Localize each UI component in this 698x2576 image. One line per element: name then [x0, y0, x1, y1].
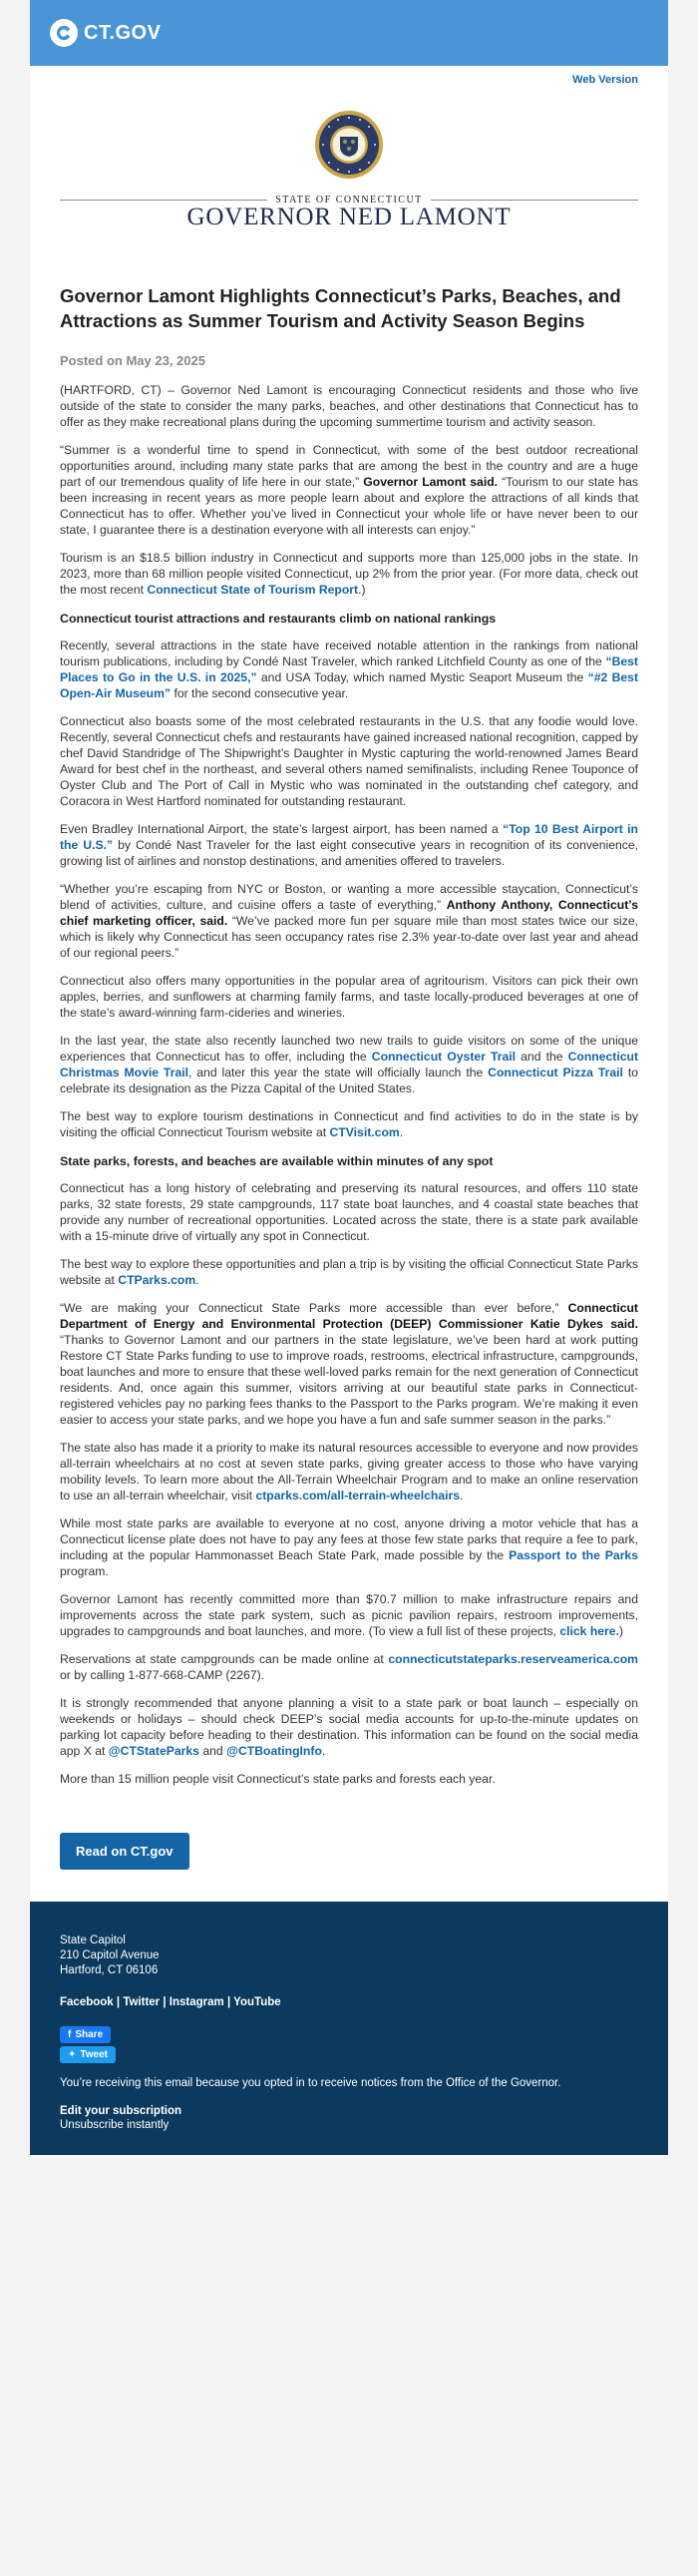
section-heading-tourist: Connecticut tourist attractions and restaurants climb on national rankings: [60, 612, 497, 626]
subscription-notice: You’re receiving this email because you opted in to receive notices from the Office of the Governor.: [60, 2077, 561, 2089]
edit-subscription-link[interactable]: Edit your subscription: [60, 2105, 182, 2117]
paragraph: “We are making your Connecticut State Parks more accessible than ever before,” Connecticut Department of Energy and Environmental Protection (DEEP) Commissioner Katie Dykes said. “Thanks to Governor Lamont and our partners in the state legislature, we’ve been hard at work putting Restore CT State Parks funding to use to improve roads, restrooms, electrical infrastructure, campgrounds, boat launches and more to ensure that these well-loved parks remain for the next generation of Connecticut residents. And, once again this summer, visitors arriving at our beautiful state parks in Connecticut-registered vehicles pay no parking fees thanks to the Passport to the Parks program. We’re making it even easier to access your state parks, and we hope you have a fun and safe summer season in the parks.”: [60, 1301, 638, 1427]
ctparks-link[interactable]: CTParks.com: [118, 1273, 196, 1287]
paragraph: The best way to explore these opportunities and plan a trip is by visiting the official Connecticut State Parks website at CTParks.com.: [60, 1257, 638, 1287]
tourism-report-link[interactable]: Connecticut State of Tourism Report: [147, 583, 359, 597]
facebook-link[interactable]: Facebook: [60, 1996, 114, 2008]
top-airport-link[interactable]: “Top 10 Best Airport in the U.S.”: [60, 822, 638, 852]
footer: [30, 1902, 668, 2155]
best-places-link[interactable]: “Best Places to Go in the U.S. in 2025,”: [60, 654, 638, 684]
seal-subtitle: STATE OF CONNECTICUT: [275, 195, 423, 206]
tweet-button[interactable]: ✦ Tweet: [60, 2046, 116, 2063]
paragraph: Connecticut also offers many opportunities in the popular area of agritourism. Visitors can pick their own apples, berries, and sunflowers at charming family farms, and taste locally-produced beverages at one of the state’s award-winning farm-cideries and wineries.: [60, 974, 638, 1020]
paragraph: Connecticut has a long history of celebrating and preserving its natural resources, and offers 110 state parks, 32 state forests, 29 state campgrounds, 117 state boat launches, and 4 coastal state beaches that provide any number of recreational opportunities. Located across the state, there is a state park available with a 15-minute drive of virtually any spot in Connecticut.: [60, 1181, 638, 1243]
oyster-trail-link[interactable]: Connecticut Oyster Trail: [371, 1050, 517, 1064]
footer-address: State Capitol 210 Capitol Avenue Hartford, CT 06106: [60, 1934, 160, 1976]
section-heading-parks: State parks, forests, and beaches are available within minutes of any spot: [60, 1154, 494, 1168]
brand-text: CT.GOV: [84, 21, 162, 44]
read-on-ctgov-button[interactable]: Read on CT.gov: [60, 1833, 189, 1870]
governor-seal-block: [60, 86, 638, 231]
ct-logo-icon: [50, 19, 78, 47]
christmas-movie-trail-link[interactable]: Connecticut Christmas Movie Trail: [60, 1050, 639, 1079]
paragraph: “Summer is a wonderful time to spend in Connecticut, with some of the best outdoor recreational opportunities around, including many state parks that are among the best in the country and are a huge part of our tremendous quality of life here in our state,” Governor Lamont said. “Tourism to our state has been increasing in recent years as more people learn about and explore the attractions of all kinds that Connecticut has to offer. Whether you’ve lived in Connecticut your whole life or have never been to our state, I guarantee there is a destination everyone with all interests can enjoy.”: [60, 443, 638, 537]
projects-click-here-link[interactable]: click here.: [559, 1624, 619, 1638]
paragraph: Governor Lamont has recently committed more than $70.7 million to make infrastructure repairs and improvements across the state park system, such as picnic pavilion repairs, restroom improvements, upgrades to campgrounds and boat launches, and more. (To view a full list of these projects, click here.): [60, 1592, 638, 1638]
header-bar: [30, 0, 668, 66]
main-content: [30, 66, 668, 1902]
instagram-link[interactable]: Instagram: [169, 1996, 224, 2008]
paragraph: In the last year, the state also recently launched two new trails to guide visitors on some of the unique experiences that Connecticut has to offer, including the Connecticut Oyster Trail and the Connecticut Christmas Movie Trail, and later this year the state will officially launch the Connecticut Pizza Trail to celebrate its designation as the Pizza Capital of the United States.: [60, 1034, 639, 1095]
paragraph: Recently, several attractions in the state have received notable attention in the rankings from national tourism publications, including by Condé Nast Traveler, which ranked Litchfield County as one of the “Best Places to Go in the U.S. in 2025,” and USA Today, which named Mystic Seaport Museum the “#2 Best Open-Air Museum” for the second consecutive year.: [60, 639, 639, 700]
paragraph: The state also has made it a priority to make its natural resources accessible to everyone and now provides all-terrain wheelchairs at no cost at seven state parks, giving greater access to those who have varying mobility levels. To learn more about the All-Terrain Wheelchair Program and to make an online reservation to use an all-terrain wheelchair, visit ctparks.com/all-terrain-wheelchairs.: [60, 1441, 638, 1503]
paragraph: While most state parks are available to everyone at no cost, anyone driving a motor vehicle that has a Connecticut license plate does not have to pay any fees at those few state parks that require a fee to park, including at the popular Hammonasset Beach State Park, made possible by the Passport to the Parks program.: [60, 1516, 638, 1578]
paragraph: Reservations at state campgrounds can be made online at connecticutstateparks.reserveamerica.com or by calling 1-877-668-CAMP (2267).: [60, 1652, 639, 1682]
governor-name: GOVERNOR NED LAMONT: [186, 204, 512, 230]
state-seal-icon: [314, 110, 384, 180]
twitter-link[interactable]: Twitter: [123, 1996, 161, 2008]
facebook-icon: f: [68, 2029, 72, 2040]
twitter-bird-icon: ✦: [68, 2049, 77, 2060]
paragraph: More than 15 million people visit Connecticut’s state parks and forests each year.: [60, 1772, 496, 1786]
web-version-link[interactable]: Web Version: [572, 74, 638, 86]
reserveamerica-link[interactable]: connecticutstateparks.reserveamerica.com: [388, 1652, 639, 1666]
all-terrain-wheelchairs-link[interactable]: ctparks.com/all-terrain-wheelchairs: [255, 1489, 461, 1503]
ctstateparks-link[interactable]: @CTStateParks: [108, 1744, 199, 1758]
article-body: [60, 382, 638, 1787]
paragraph: “Whether you’re escaping from NYC or Boston, or wanting a more accessible staycation, Connecticut’s blend of activities, culture, and cuisine offers a taste of everything,” Anthony Anthony, Connecticut’s chief marketing officer, said. “We’ve packed more fun per square mile than most states twice our size, which is likely why Connecticut has seen occupancy rates rise 2.3% year-to-date over last year and ahead of our regional peers.”: [60, 882, 639, 960]
paragraph: Connecticut also boasts some of the most celebrated restaurants in the U.S. that any foodie would love. Recently, several Connecticut chefs and restaurants have gained increased national recognition, capped by chef David Standridge of The Shipwright’s Daughter in Mystic capturing the world-renowned James Beard Award for best chef in the northeast, and several others named semifinalists, including Renee Touponce of Oyster Club and The Port of Call in Mystic who was nominated in the outstanding chef category, and Coracora in West Hartford nominated for outstanding restaurant.: [60, 714, 638, 808]
page-title: Governor Lamont Highlights Connecticut’s Parks, Beaches, and Attractions as Summer Tourism and Activity Season Begins: [60, 285, 621, 331]
social-links: Facebook | Twitter | Instagram | YouTube: [60, 1996, 281, 2008]
ctvisit-link[interactable]: CTVisit.com: [329, 1125, 400, 1139]
ct-gov-logo[interactable]: [50, 19, 161, 47]
passport-to-parks-link[interactable]: Passport to the Parks: [509, 1548, 638, 1562]
pizza-trail-link[interactable]: Connecticut Pizza Trail: [488, 1066, 623, 1079]
paragraph: (HARTFORD, CT) – Governor Ned Lamont is encouraging Connecticut residents and those who live outside of the state to consider the many parks, beaches, and other destinations that Connecticut has to offer as they make recreational plans during the upcoming summertime tourism and activity season.: [60, 383, 638, 429]
paragraph: Tourism is an $18.5 billion industry in Connecticut and supports more than 125,000 jobs in the state. In 2023, more than 68 million people visited Connecticut, up 2% from the prior year. (For more data, check out the most recent Connecticut State of Tourism Report.): [60, 551, 638, 597]
open-air-museum-link[interactable]: “#2 Best Open-Air Museum”: [60, 670, 639, 700]
unsubscribe-link[interactable]: Unsubscribe instantly: [60, 2119, 170, 2131]
facebook-share-button[interactable]: f Share: [60, 2026, 111, 2043]
paragraph: The best way to explore tourism destinations in Connecticut and find activities to do in the state is by visiting the official Connecticut Tourism website at CTVisit.com.: [60, 1109, 638, 1139]
paragraph: Even Bradley International Airport, the state’s largest airport, has been named a “Top 10 Best Airport in the U.S.” by Condé Nast Traveler for the last eight consecutive years in recognition of its convenience, growing list of airlines and nonstop destinations, and amenities offered to travelers.: [60, 822, 639, 868]
posted-date: Posted on May 23, 2025: [60, 353, 205, 368]
ctboatinginfo-link[interactable]: @CTBoatingInfo: [226, 1744, 322, 1758]
paragraph: It is strongly recommended that anyone planning a visit to a state park or boat launch – especially on weekends or holidays – should check DEEP’s social media accounts for up-to-the-minute updates on parking lot capacity before heading to their destination. This information can be found on the social media app X at @CTStateParks and @CTBoatingInfo.: [60, 1696, 638, 1758]
email-container: [30, 0, 668, 2199]
youtube-link[interactable]: YouTube: [233, 1996, 281, 2008]
bottom-spacer: [30, 2155, 668, 2199]
